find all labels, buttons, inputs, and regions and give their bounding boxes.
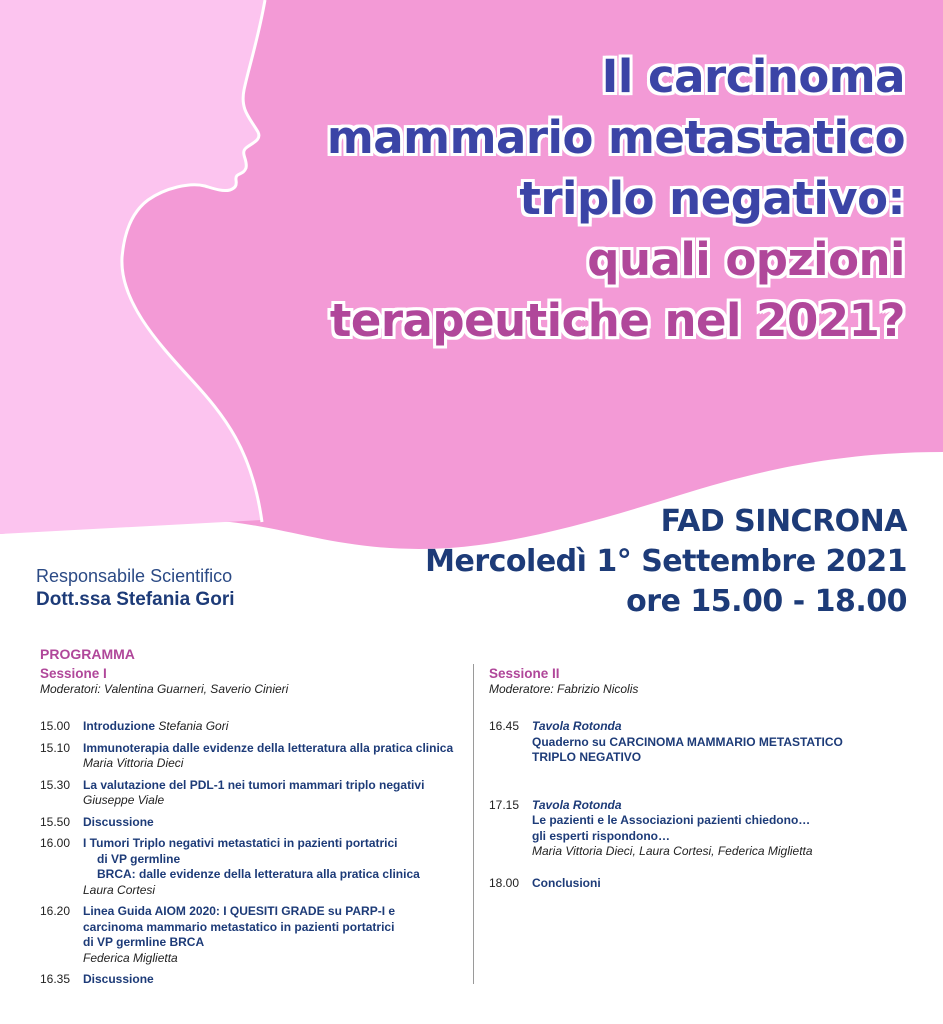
item-title-line-1: Quaderno su CARCINOMA MAMMARIO METASTATICO bbox=[532, 734, 843, 749]
item-time: 16.20 bbox=[40, 904, 71, 918]
list-item bbox=[40, 778, 470, 809]
item-title: Introduzione bbox=[83, 719, 155, 733]
item-title-line-3: BRCA: dalle evidenze della letteratura alla pratica clinica bbox=[97, 867, 420, 881]
session-2 bbox=[489, 666, 909, 897]
item-speaker: Laura Cortesi bbox=[83, 882, 156, 897]
item-title: Discussione bbox=[83, 814, 154, 829]
session-1-moderators: Moderatori: Valentina Guarneri, Saverio Cinieri bbox=[40, 681, 289, 696]
item-title: Immunoterapia dalle evidenze della letteratura alla pratica clinica bbox=[83, 740, 454, 755]
item-label: Tavola Rotonda bbox=[532, 719, 622, 733]
session-1-title: Sessione I bbox=[40, 666, 107, 681]
item-title-line-2: TRIPLO NEGATIVO bbox=[532, 750, 642, 764]
list-item bbox=[40, 836, 470, 898]
item-time: 15.30 bbox=[40, 777, 71, 792]
item-time: 17.15 bbox=[489, 797, 520, 812]
list-item bbox=[40, 719, 470, 735]
item-time: 16.45 bbox=[489, 719, 520, 733]
list-item bbox=[489, 719, 909, 766]
session-2-moderators: Moderatore: Fabrizio Nicolis bbox=[489, 681, 639, 696]
list-item bbox=[489, 876, 909, 892]
item-title-line-2: di VP germline bbox=[97, 851, 181, 866]
event-time: ore 15.00 - 18.00 bbox=[626, 584, 907, 619]
item-title: Conclusioni bbox=[532, 875, 601, 890]
item-title-line-2: carcinoma mammario metastatico in pazienti portatrici bbox=[83, 919, 395, 934]
list-item bbox=[40, 972, 470, 988]
title-line-5: terapeutiche nel 2021? bbox=[329, 294, 905, 347]
programme-heading: PROGRAMMA bbox=[40, 646, 135, 662]
item-title-line-1: Le pazienti e le Associazioni pazienti chiedono… bbox=[532, 813, 811, 827]
item-time: 15.50 bbox=[40, 814, 71, 829]
event-format: FAD SINCRONA bbox=[660, 504, 907, 539]
item-time: 16.00 bbox=[40, 836, 71, 850]
item-title: La valutazione del PDL-1 nei tumori mammari triplo negativi bbox=[83, 777, 425, 792]
scientific-lead bbox=[36, 566, 235, 611]
item-time: 16.35 bbox=[40, 972, 71, 986]
scientific-lead-name: Dott.ssa Stefania Gori bbox=[36, 589, 235, 610]
item-time: 15.00 bbox=[40, 719, 71, 733]
item-speaker: Stefania Gori bbox=[158, 719, 229, 733]
session-2-title: Sessione II bbox=[489, 666, 560, 681]
item-time: 15.10 bbox=[40, 740, 71, 755]
item-title-line-2: gli esperti rispondono… bbox=[532, 828, 671, 843]
item-time: 18.00 bbox=[489, 875, 520, 890]
item-title-line-3: di VP germline BRCA bbox=[83, 935, 205, 949]
scientific-lead-label: Responsabile Scientifico bbox=[36, 566, 233, 586]
item-title-line-1: I Tumori Triplo negativi metastatici in pazienti portatrici bbox=[83, 836, 398, 850]
list-item bbox=[489, 798, 909, 860]
column-divider bbox=[473, 664, 474, 984]
event-title bbox=[285, 46, 905, 351]
event-date: Mercoledì 1° Settembre 2021 bbox=[425, 544, 907, 579]
event-info bbox=[425, 502, 907, 622]
title-line-3: triplo negativo: bbox=[519, 172, 905, 225]
item-speaker: Maria Vittoria Dieci bbox=[83, 756, 184, 770]
item-speaker: Giuseppe Viale bbox=[83, 793, 165, 807]
item-speaker: Maria Vittoria Dieci, Laura Cortesi, Federica Miglietta bbox=[532, 844, 813, 858]
title-line-4: quali opzioni bbox=[587, 233, 905, 286]
item-label: Tavola Rotonda bbox=[532, 797, 622, 812]
list-item bbox=[40, 904, 470, 966]
item-title: Discussione bbox=[83, 972, 154, 986]
list-item bbox=[40, 741, 470, 772]
item-speaker: Federica Miglietta bbox=[83, 950, 178, 965]
list-item bbox=[40, 815, 470, 831]
item-title-line-1: Linea Guida AIOM 2020: I QUESITI GRADE su PARP-I e bbox=[83, 904, 396, 918]
title-line-1: Il carcinoma bbox=[601, 50, 905, 103]
title-line-2: mammario metastatico bbox=[326, 111, 905, 164]
session-1 bbox=[40, 666, 470, 994]
